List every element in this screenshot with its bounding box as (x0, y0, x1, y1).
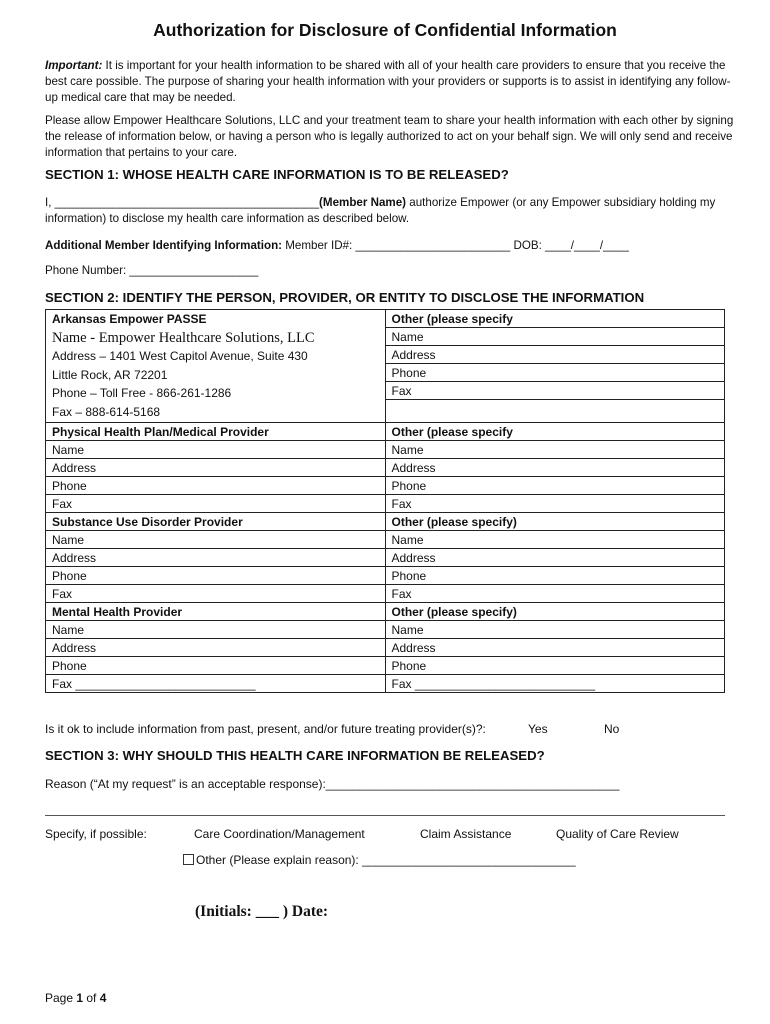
member-id-dob-field[interactable]: Member ID#: ________________________ DOB: ____/____/____ (282, 239, 629, 252)
passe-city: Little Rock, AR 72201 (52, 367, 168, 382)
passe-phone: Phone – Toll Free - 866-261-1286 (52, 386, 232, 400)
other-reason-field[interactable]: Other (Please explain reason): ________________________________ (196, 853, 576, 867)
other1-blank (385, 400, 725, 423)
member-name-label: (Member Name) (319, 196, 407, 209)
page-total: 4 (99, 991, 107, 1005)
other3-address-field[interactable]: Address (385, 549, 725, 567)
other4-fax-field[interactable]: Fax ___________________________ (385, 675, 725, 693)
past-present-question: Is it ok to include information from past, present, and/or future treating provider(s)?: (45, 722, 486, 736)
section2-heading: SECTION 2: IDENTIFY THE PERSON, PROVIDER, OR ENTITY TO DISCLOSE THE INFORMATION (45, 290, 645, 305)
mental-health-header: Mental Health Provider (46, 603, 386, 621)
authorize-text: authorize Empower (or any Empower subsidiary holding my information) to disclose my health care information as described below. (45, 196, 716, 225)
section3-heading: SECTION 3: WHY SHOULD THIS HEALTH CARE INFORMATION BE RELEASED? (45, 748, 545, 763)
important-paragraph (45, 58, 735, 106)
other1-name-field[interactable]: Name (385, 328, 725, 346)
physical-fax-field[interactable]: Fax (46, 495, 386, 513)
other2-header: Other (please specify (385, 423, 725, 441)
substance-use-header: Substance Use Disorder Provider (46, 513, 386, 531)
other2-phone-field[interactable]: Phone (385, 477, 725, 495)
member-authorization (45, 195, 735, 227)
divider-line (45, 815, 725, 816)
quality-of-care-option[interactable]: Quality of Care Review (556, 827, 679, 841)
initials-date[interactable]: (Initials: ___ ) Date: (195, 903, 329, 920)
other1-phone-field[interactable]: Phone (385, 364, 725, 382)
other3-fax-field[interactable]: Fax (385, 585, 725, 603)
yes-option[interactable]: Yes (528, 722, 548, 736)
mental-phone-field[interactable]: Phone (46, 657, 386, 675)
passe-fax: Fax – 888-614-5168 (52, 404, 161, 419)
mental-name-field[interactable]: Name (46, 621, 386, 639)
additional-id-label: Additional Member Identifying Information: (45, 239, 283, 252)
physical-name-field[interactable]: Name (46, 441, 386, 459)
no-option[interactable]: No (604, 722, 620, 736)
other2-name-field[interactable]: Name (385, 441, 725, 459)
page-label: Page (45, 991, 77, 1005)
mental-fax-field[interactable]: Fax ___________________________ (46, 675, 386, 693)
important-text: It is important for your health information to be shared with all of your health care providers to ensure that you receive the best care possible. The purpose of sharing your health information with your providers or supports is to assist in identifying any follow-up medical care that may be needed. (45, 59, 731, 104)
other1-fax-field[interactable]: Fax (385, 382, 725, 400)
other2-fax-field[interactable]: Fax (385, 495, 725, 513)
phone-number-field[interactable]: Phone Number: ____________________ (45, 264, 259, 277)
mental-address-field[interactable]: Address (46, 639, 386, 657)
page-number: 1 (76, 991, 84, 1005)
other4-phone-field[interactable]: Phone (385, 657, 725, 675)
substance-address-field[interactable]: Address (46, 549, 386, 567)
substance-fax-field[interactable]: Fax (46, 585, 386, 603)
other4-name-field[interactable]: Name (385, 621, 725, 639)
provider-table (45, 309, 725, 693)
other-reason-checkbox[interactable] (183, 854, 194, 865)
passe-address: Address – 1401 West Capitol Avenue, Suite 430 (52, 349, 308, 363)
page-title: Authorization for Disclosure of Confidential Information (153, 20, 617, 40)
page-footer (45, 991, 106, 1005)
important-label: Important: (45, 59, 103, 72)
other-reason-line (183, 853, 576, 867)
other1-header: Other (please specify (385, 310, 725, 328)
passe-cell (46, 310, 386, 423)
of-label: of (83, 991, 100, 1005)
other3-header: Other (please specify) (385, 513, 725, 531)
passe-name: Name - Empower Healthcare Solutions, LLC (52, 329, 315, 346)
substance-phone-field[interactable]: Phone (46, 567, 386, 585)
physical-address-field[interactable]: Address (46, 459, 386, 477)
passe-header: Arkansas Empower PASSE (52, 312, 207, 326)
substance-name-field[interactable]: Name (46, 531, 386, 549)
additional-id-line (45, 238, 735, 254)
specify-label: Specify, if possible: (45, 827, 147, 841)
member-name-field[interactable]: _________________________________________ (54, 196, 320, 209)
section1-heading: SECTION 1: WHOSE HEALTH CARE INFORMATION IS TO BE RELEASED? (45, 167, 509, 182)
other1-address-field[interactable]: Address (385, 346, 725, 364)
reason-field[interactable]: Reason (“At my request” is an acceptable response):____________________________________________ (45, 777, 620, 791)
claim-assistance-option[interactable]: Claim Assistance (420, 827, 512, 841)
allow-paragraph: Please allow Empower Healthcare Solutions, LLC and your treatment team to share your health information with each other by signing the release of information below, or having a person who is legally authorized to act on your behalf sign. We will only send and receive information that pertains to your care. (45, 114, 734, 159)
physical-health-header: Physical Health Plan/Medical Provider (46, 423, 386, 441)
other4-header: Other (please specify) (385, 603, 725, 621)
other3-name-field[interactable]: Name (385, 531, 725, 549)
other3-phone-field[interactable]: Phone (385, 567, 725, 585)
other2-address-field[interactable]: Address (385, 459, 725, 477)
physical-phone-field[interactable]: Phone (46, 477, 386, 495)
other4-address-field[interactable]: Address (385, 639, 725, 657)
care-coordination-option[interactable]: Care Coordination/Management (194, 827, 365, 841)
i-prefix: I, (45, 196, 55, 209)
